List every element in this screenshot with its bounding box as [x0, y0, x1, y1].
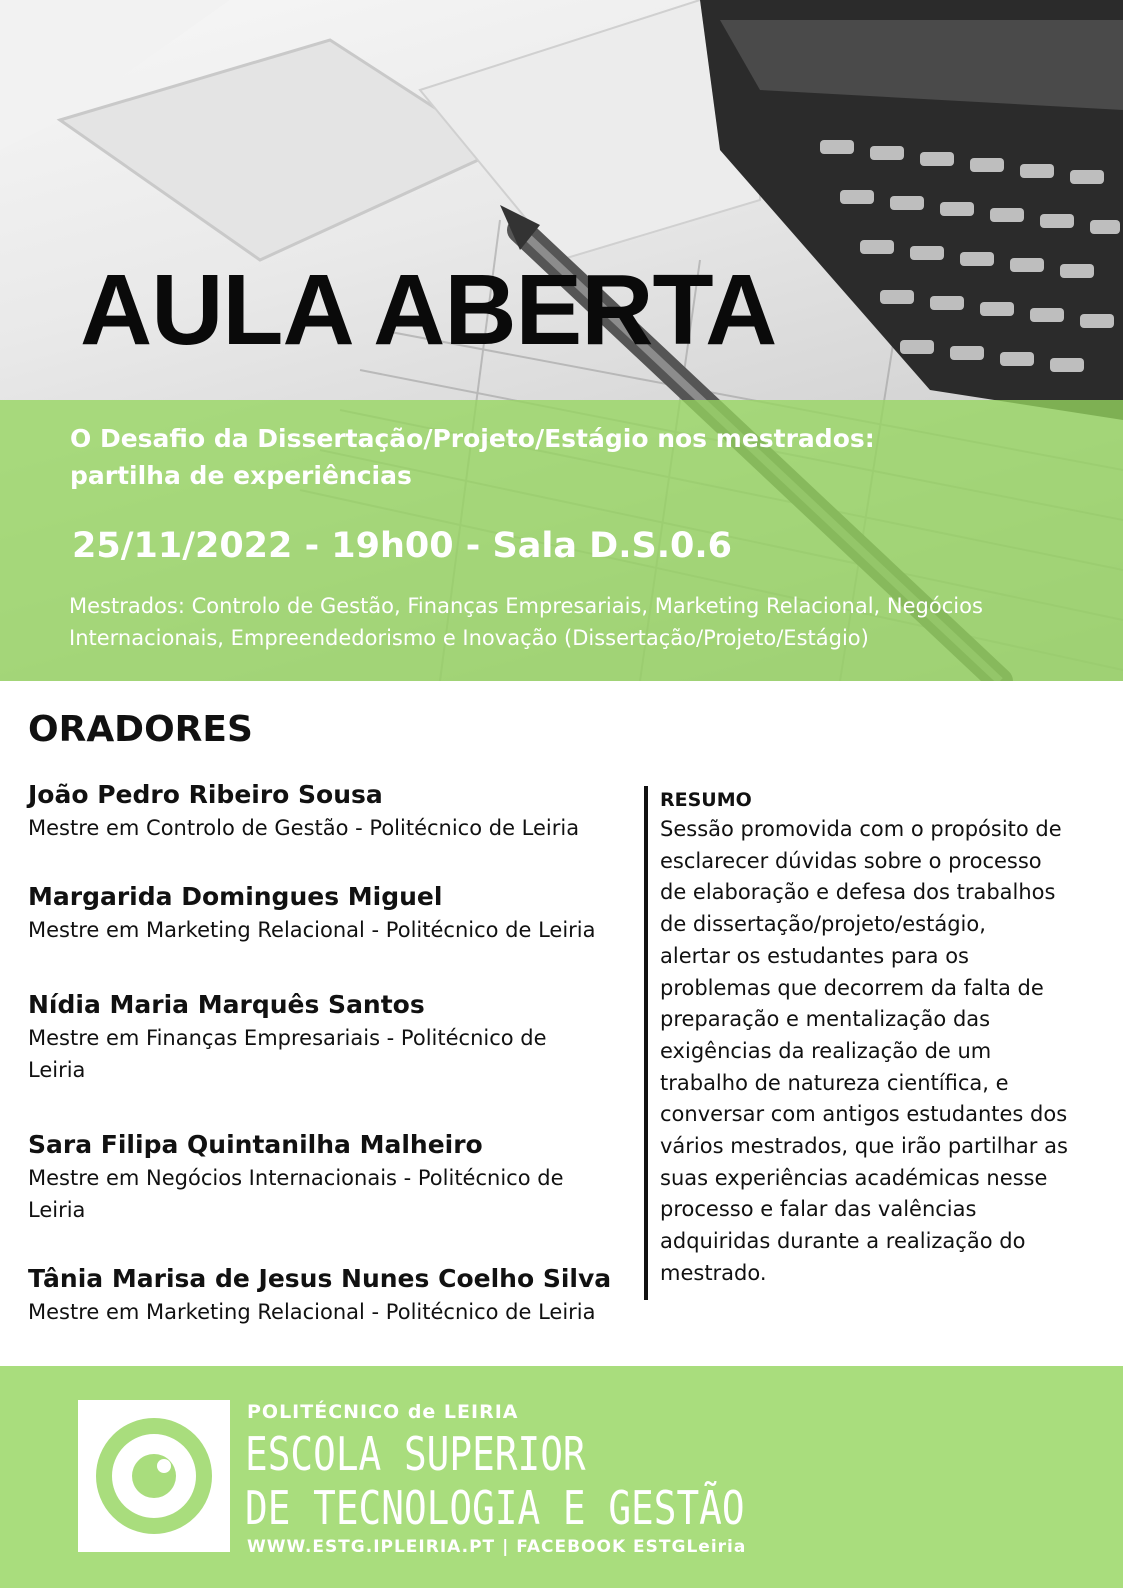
footer — [0, 1366, 1123, 1588]
school-name-line: DE TECNOLOGIA E GESTÃO — [245, 1481, 745, 1535]
summary-line: esclarecer dúvidas sobre o processo — [660, 848, 1042, 873]
summary-line: vários mestrados, que irão partilhar as — [660, 1134, 1068, 1159]
summary-line: alertar os estudantes para os — [660, 943, 969, 968]
speaker-role: Mestre em Marketing Relacional - Politécnico de Leiria — [28, 918, 596, 942]
speaker-role: Leiria — [28, 1058, 86, 1082]
event-title: AULA ABERTA — [80, 254, 777, 366]
summary-line: de dissertação/projeto/estágio, — [660, 912, 986, 937]
masters-line: Internacionais, Empreendedorismo e Inovação (Dissertação/Projeto/Estágio) — [69, 626, 869, 650]
subtitle-line: partilha de experiências — [70, 461, 412, 490]
speaker-role: Mestre em Marketing Relacional - Politécnico de Leiria — [28, 1300, 596, 1324]
summary-block — [660, 788, 1090, 1290]
masters-programs — [69, 590, 1069, 654]
school-name-line: ESCOLA SUPERIOR — [245, 1427, 586, 1481]
summary-line: suas experiências académicas nesse — [660, 1165, 1048, 1190]
summary-line: processo e falar das valências — [660, 1197, 977, 1222]
summary-line: mestrado. — [660, 1260, 767, 1285]
summary-line: preparação e mentalização das — [660, 1007, 991, 1032]
speaker-name: Nídia Maria Marquês Santos — [28, 990, 425, 1019]
summary-line: adquiridas durante a realização do — [660, 1229, 1026, 1254]
masters-line: Mestrados: Controlo de Gestão, Finanças Empresariais, Marketing Relacional, Negócios — [69, 594, 983, 618]
speaker-name: Sara Filipa Quintanilha Malheiro — [28, 1130, 483, 1159]
speaker-item — [28, 988, 628, 1086]
speaker-role: Mestre em Negócios Internacionais - Politécnico de — [28, 1166, 564, 1190]
summary-line: exigências da realização de um — [660, 1038, 992, 1063]
summary-line: conversar com antigos estudantes dos — [660, 1102, 1068, 1127]
summary-divider — [644, 786, 648, 1300]
summary-line: Sessão promovida com o propósito de — [660, 817, 1062, 841]
speaker-item — [28, 778, 628, 844]
speaker-item — [28, 1128, 628, 1226]
event-date-time-room: 25/11/2022 - 19h00 - Sala D.S.0.6 — [72, 526, 732, 566]
speaker-item — [28, 1262, 628, 1328]
speaker-role: Leiria — [28, 1198, 86, 1222]
website-facebook-links[interactable]: WWW.ESTG.IPLEIRIA.PT | FACEBOOK ESTGLeiria — [247, 1537, 747, 1557]
hero-section — [0, 0, 1123, 681]
summary-text — [660, 814, 1090, 1290]
eye-circle-logo-icon — [78, 1400, 230, 1552]
speaker-name: João Pedro Ribeiro Sousa — [28, 780, 383, 809]
summary-label: RESUMO — [660, 789, 752, 811]
speaker-name: Margarida Domingues Miguel — [28, 882, 443, 911]
institution-name: POLITÉCNICO de LEIRIA — [247, 1401, 519, 1423]
summary-line: de elaboração e defesa dos trabalhos — [660, 880, 1056, 905]
school-logo — [78, 1400, 230, 1552]
speakers-heading: ORADORES — [28, 709, 253, 750]
summary-line: trabalho de natureza científica, e — [660, 1070, 1009, 1095]
speaker-role: Mestre em Finanças Empresariais - Politécnico de — [28, 1026, 547, 1050]
speaker-role: Mestre em Controlo de Gestão - Politécnico de Leiria — [28, 816, 580, 840]
summary-line: problemas que decorrem da falta de — [660, 975, 1044, 1000]
speaker-item — [28, 880, 628, 946]
speaker-name: Tânia Marisa de Jesus Nunes Coelho Silva — [28, 1264, 612, 1293]
event-subtitle — [70, 420, 1070, 494]
subtitle-line: O Desafio da Dissertação/Projeto/Estágio nos mestrados: — [70, 424, 875, 453]
